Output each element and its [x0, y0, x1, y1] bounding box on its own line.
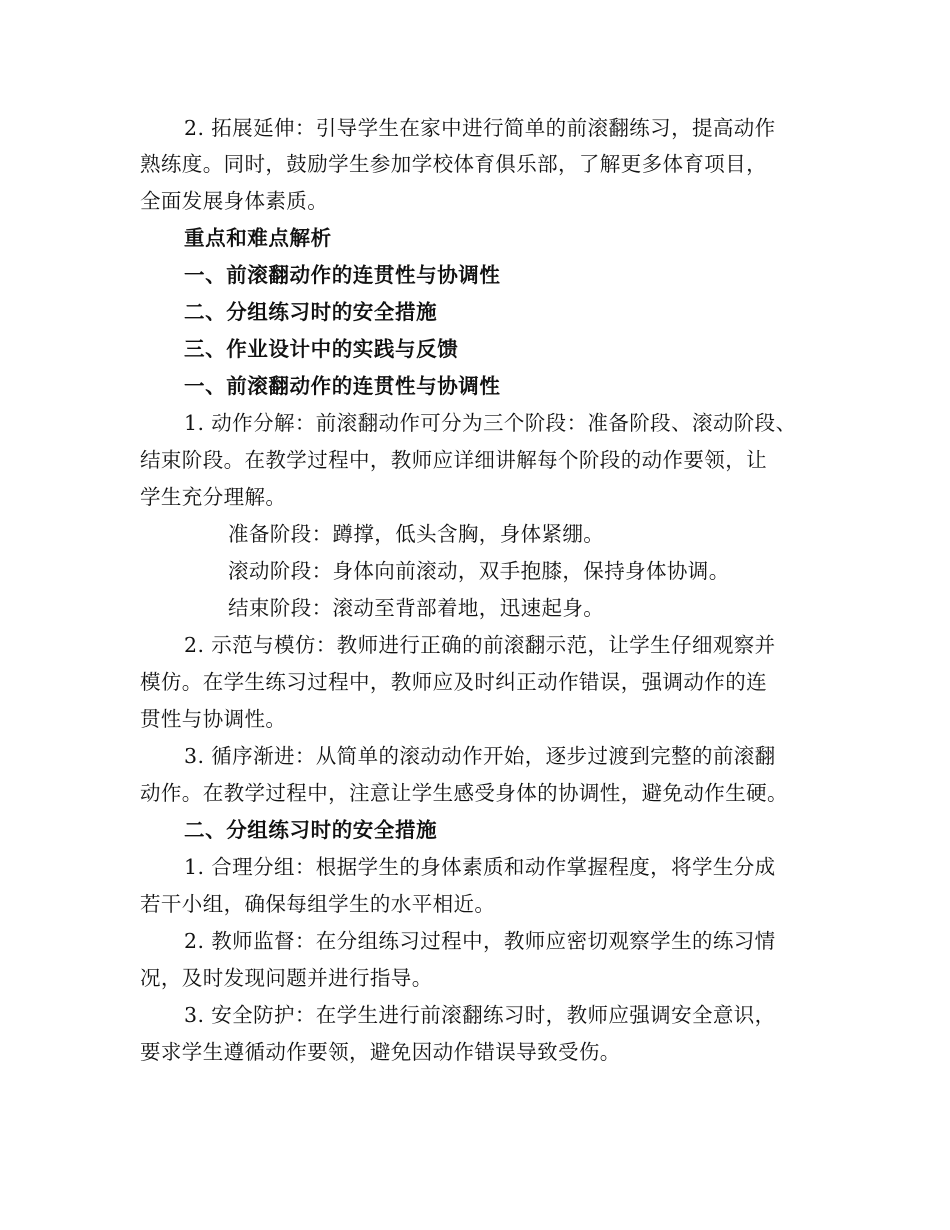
paragraph-line: 2. 拓展延伸：引导学生在家中进行简单的前滚翻练习，提高动作 — [184, 116, 776, 140]
paragraph-line: 结束阶段。在教学过程中，教师应详细讲解每个阶段的动作要领，让 — [140, 448, 767, 472]
paragraph-line: 1. 合理分组：根据学生的身体素质和动作掌握程度，将学生分成 — [184, 855, 776, 879]
paragraph-line: 若干小组，确保每组学生的水平相近。 — [140, 892, 496, 916]
section-heading: 三、作业设计中的实践与反馈 — [184, 337, 459, 361]
paragraph-line: 况，及时发现问题并进行指导。 — [140, 966, 433, 990]
paragraph-line: 2. 示范与模仿：教师进行正确的前滚翻示范，让学生仔细观察并 — [184, 633, 776, 657]
phase-line: 结束阶段：滚动至背部着地，迅速起身。 — [228, 596, 605, 620]
paragraph-line: 3. 安全防护：在学生进行前滚翻练习时，教师应强调安全意识， — [184, 1003, 776, 1027]
section-heading: 二、分组练习时的安全措施 — [184, 300, 438, 324]
section-heading: 一、前滚翻动作的连贯性与协调性 — [184, 374, 501, 398]
paragraph-line: 贯性与协调性。 — [140, 707, 287, 731]
paragraph-line: 1. 动作分解：前滚翻动作可分为三个阶段：准备阶段、滚动阶段、 — [184, 411, 797, 435]
paragraph-line: 学生充分理解。 — [140, 485, 287, 509]
paragraph-line: 要求学生遵循动作要领，避免因动作错误导致受伤。 — [140, 1040, 621, 1064]
paragraph-line: 全面发展身体素质。 — [140, 189, 329, 213]
section-heading: 一、前滚翻动作的连贯性与协调性 — [184, 263, 501, 287]
paragraph-line: 2. 教师监督：在分组练习过程中，教师应密切观察学生的练习情 — [184, 929, 776, 953]
paragraph-line: 动作。在教学过程中，注意让学生感受身体的协调性，避免动作生硬。 — [140, 781, 788, 805]
phase-line: 滚动阶段：身体向前滚动，双手抱膝，保持身体协调。 — [228, 559, 730, 583]
paragraph-line: 熟练度。同时，鼓励学生参加学校体育俱乐部，了解更多体育项目， — [140, 152, 767, 176]
paragraph-line: 模仿。在学生练习过程中，教师应及时纠正动作错误，强调动作的连 — [140, 670, 767, 694]
paragraph-line: 3. 循序渐进：从简单的滚动动作开始，逐步过渡到完整的前滚翻 — [184, 744, 776, 768]
section-heading: 二、分组练习时的安全措施 — [184, 818, 438, 842]
phase-line: 准备阶段：蹲撑，低头含胸，身体紧绷。 — [228, 522, 605, 546]
section-heading: 重点和难点解析 — [184, 226, 332, 250]
